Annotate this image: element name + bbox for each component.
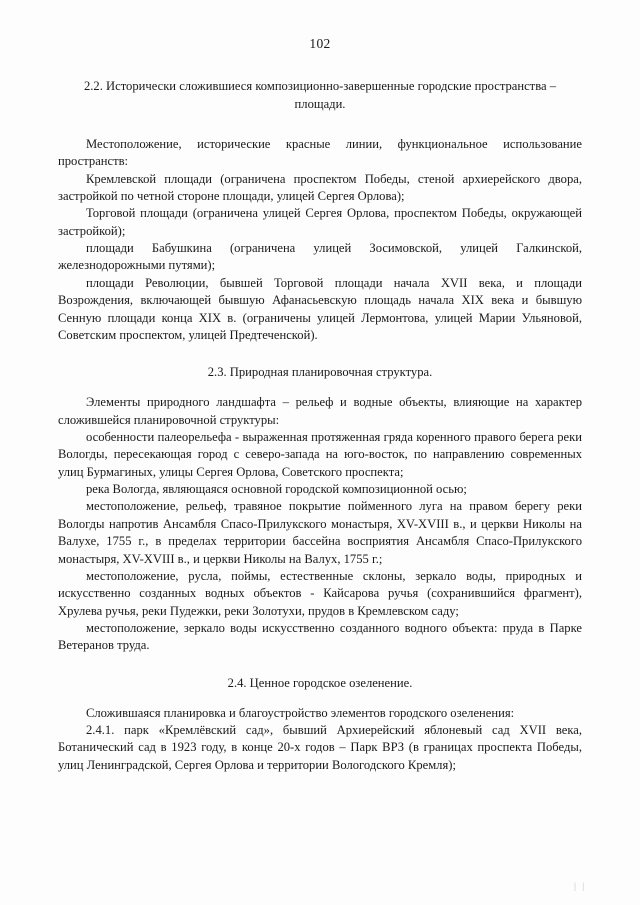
- paragraph-babushkin-square: площади Бабушкина (ограничена улицей Зосимовской, улицей Галкинской, железнодорожными путями);: [58, 241, 582, 273]
- section-heading-2-2: 2.2. Исторически сложившиеся композиционно-завершенные городские пространства – площади.: [83, 79, 557, 111]
- paragraph-river-vologda: река Вологда, являющаяся основной городской композиционной осью;: [86, 482, 467, 496]
- paragraph-veterans-park-pond: местоположение, зеркало воды искусственно созданного водного объекта: пруда в Парке Ветеранов труда.: [58, 621, 582, 653]
- paragraph-trade-square: Торговой площади (ограничена улицей Сергея Орлова, проспектом Победы, окружающей застройкой);: [58, 206, 582, 238]
- paragraph-paleorelief: особенности палеорельефа - выраженная протяженная гряда коренного правого берега реки Вологды, пересекающая город с северо-запада на юго-восток, по направлению современных улиц Бурмагиных, улицы Сергея Орлова, Советского проспекта;: [58, 429, 582, 479]
- footer-mark: | |: [574, 881, 586, 891]
- paragraph-water-objects: местоположение, русла, поймы, естественные склоны, зеркало воды, природных и искусственно созданных водных объектов - Кайсарова ручья (сохранившийся фрагмент), Хрулева ручья, реки Пудежки, реки Золотухи, прудов в Кремлевском саду;: [58, 568, 582, 618]
- spacer: [58, 128, 582, 136]
- paragraph-location-intro: Местоположение, исторические красные линии, функциональное использование пространств:: [58, 136, 582, 169]
- paragraph-revolution-square: площади Революции, бывшей Торговой площади начала XVII века, и площади Возрождения, включающей бывшую Афанасьевскую площадь начала XIX века и бывшую Сенную площади конца XIX в. (ограничены улицей Лермонтова, улицей Марии Ульяновой, Советским проспектом, улицей Предтеченской).: [58, 275, 582, 342]
- paragraph-greenery-intro: Сложившаяся планировка и благоустройство элементов городского озеленения:: [86, 705, 515, 720]
- paragraph-floodplain-meadow: местоположение, рельеф, травяное покрытие пойменного луга на правом берегу реки Вологды напротив Ансамбля Спасо-Прилукского монастыря, XV-XVIII в., и церкви Николы на Валухе, 1755 г., в пределах территории бассейна восприятия Ансамбля Спасо-Прилукского монастыря, XV-XVIII в., и церкви Николы на Валух, 1755 г.;: [58, 499, 582, 566]
- section-heading-2-4: 2.4. Ценное городское озеленение.: [227, 675, 413, 690]
- paragraph-landscape-intro: Элементы природного ландшафта – рельеф и водные объекты, влияющие на характер сложившейся планировочной структуры:: [58, 395, 582, 427]
- page-number: 102: [309, 36, 331, 51]
- paragraph-kremlin-square: Кремлевской площади (ограничена проспектом Победы, стеной архиерейского двора, застройкой по четной стороне площади, улицей Сергея Орлова);: [58, 171, 582, 203]
- paragraph-kremlin-garden: 2.4.1. парк «Кремлёвский сад», бывший Архиерейский яблоневый сад XVII века, Ботанический сад в 1923 году, в конце 20-х годов – Парк ВРЗ (в границах проспекта Победы, улиц Ленинградской, Сергея Орлова и территории Вологодского Кремля);: [58, 723, 582, 772]
- section-heading-2-3: 2.3. Природная планировочная структура.: [207, 365, 433, 380]
